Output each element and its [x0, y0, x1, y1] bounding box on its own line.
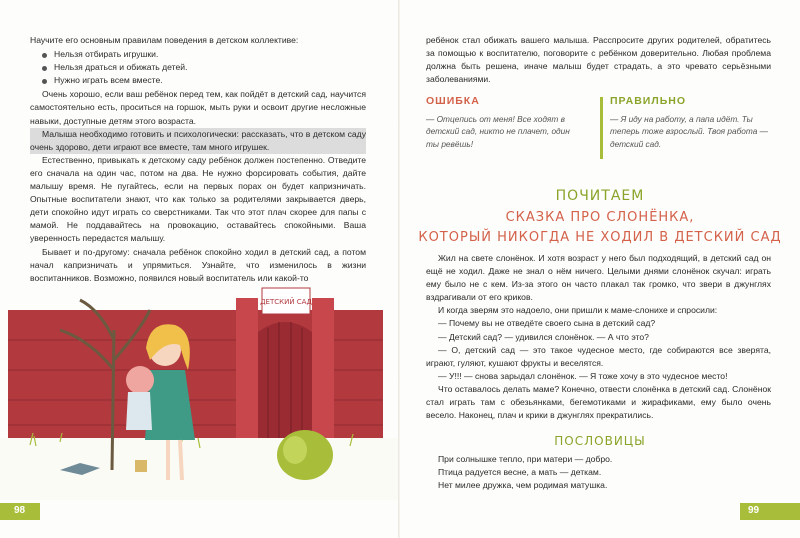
right-page: [400, 0, 800, 538]
girl-hair: [126, 366, 154, 394]
divider-bar: [600, 97, 603, 159]
gate: [258, 322, 312, 440]
gate-pillar-right: [312, 298, 334, 440]
tale-text: [426, 252, 771, 422]
paragraph: — Детский сад? — удивился слонёнок. — А что это?: [438, 331, 649, 342]
correct-text: — Я иду на работу, а папа идёт. Ты теперь тоже взрослый. Твоя работа — детский сад.: [610, 113, 768, 149]
list-item: Нельзя драться и обижать детей.: [30, 61, 366, 74]
list-item: Нужно играть всем вместе.: [30, 74, 366, 87]
section-heading-proverbs: ПОСЛОВИЦЫ: [554, 434, 646, 448]
page-number-badge: [0, 503, 40, 520]
paragraph: Жил на свете слонёнок. И хотя возраст у него был подходящий, в детский сад он ещё не ходил. Даже не знал о нём ничего. Целыми днями слонёнок скучал: играть ему было не с кем. Из-за этого он часто плакал так громко, что звери в джунглях вздрагивали от его криков.: [426, 253, 771, 303]
kindergarten-illustration: [0, 270, 400, 500]
bush-highlight: [283, 436, 307, 464]
proverb: Нет милее дружка, чем родимая матушка.: [438, 480, 608, 490]
paragraph: Естественно, привыкать к детскому саду ребёнок должен постепенно. Отведите его сначала на один час, потом на два. Не нужно форсировать события, дайте малышу время. Не пугайтесь, если на первых порах он будет капризничать. Опытные воспитатели знают, что как только за родителями закрывается дверь, дети спокойно идут играть со сверстниками. Так что этот плач скорее для папы с мамой. Не поддавайтесь на провокацию, оставайтесь спокойными. Ваша уверенность передастся малышу.: [30, 154, 366, 244]
paragraph: Бывает и по-другому: сначала ребёнок спокойно ходил в детский сад, а потом начал капризничать и упрямиться. Узнайте, что изменилось в жизни воспитанников. Возможно, появился новый воспитатель или какой-то: [30, 246, 366, 283]
girl-dress: [126, 392, 152, 430]
page-number: 99: [748, 505, 760, 516]
paragraph-highlighted: Малыша необходимо готовить и психологически: рассказать, что в детском саду очень здорово, дети играют все вместе, там много игрушек.: [30, 128, 366, 154]
paragraph: — О, детский сад — это такое чудесное место, где собираются все зверята, играют, гуляют, кушают фрукты и веселятся.: [426, 344, 771, 368]
paragraph: — У!!! — снова зарыдал слонёнок. — Я тоже хочу в это чудесное место!: [438, 370, 728, 381]
proverbs-list: [426, 453, 771, 492]
paragraph: Очень хорошо, если ваш ребёнок перед тем, как пойдёт в детский сад, научится самостоятельно есть, проситься на горшок, мыть руки и освоит другие несложные навыки, доступные детям этого возраста.: [30, 89, 366, 126]
proverb: Птица радуется весне, а мать — деткам.: [438, 467, 602, 477]
paragraph: ребёнок стал обижать вашего малыша. Расспросите других родителей, обратитесь за помощью к воспитателю, поговорите с ребёнком доверительно. Любая проблема должна быть решена, иначе малыш будет страдать, а это чревато серьёзными заболеваниями.: [426, 35, 771, 85]
paragraph: — Почему вы не отведёте своего сына в детский сад?: [438, 318, 656, 329]
tale-title-line-1: СКАЗКА ПРО СЛОНЁНКА,: [505, 210, 695, 225]
list-item: Нельзя отбирать игрушки.: [30, 48, 366, 61]
gate-pillar-left: [236, 298, 258, 440]
section-heading-read: ПОЧИТАЕМ: [555, 188, 645, 204]
right-top-text: [426, 34, 771, 86]
woman-leg: [180, 440, 182, 480]
sign-text: ДЕТСКИЙ САД: [260, 298, 312, 306]
mistake-label: ОШИБКА: [426, 95, 480, 107]
correct-block: [610, 95, 770, 150]
tale-title-line-2: КОТОРЫЙ НИКОГДА НЕ ХОДИЛ В ДЕТСКИЙ САД: [418, 230, 782, 245]
page-number-badge: [740, 503, 800, 520]
proverb: При солнышке тепло, при матери — добро.: [438, 454, 613, 464]
page-number: 98: [14, 505, 26, 516]
rules-intro: Научите его основным правилам поведения в детском коллективе:: [30, 35, 299, 45]
rules-list: [30, 48, 366, 87]
mistake-block: [426, 95, 576, 150]
toy-bunny: [135, 460, 147, 472]
paragraph: И когда зверям это надоело, они пришли к маме-слонихе и спросили:: [438, 305, 718, 316]
mistake-text: — Отцепись от меня! Все ходят в детский сад, никто не плачет, один ты ревёшь!: [426, 113, 570, 149]
paragraph: Что оставалось делать маме? Конечно, отвести слонёнка в детский сад. Слонёнок стал играть там с обезьянками, бегемотиками и жирафиками, ему было очень весело. Наконец, плач и крики в джунглях прекратились.: [426, 383, 771, 421]
left-body-text: [30, 34, 366, 285]
correct-label: ПРАВИЛЬНО: [610, 95, 687, 107]
